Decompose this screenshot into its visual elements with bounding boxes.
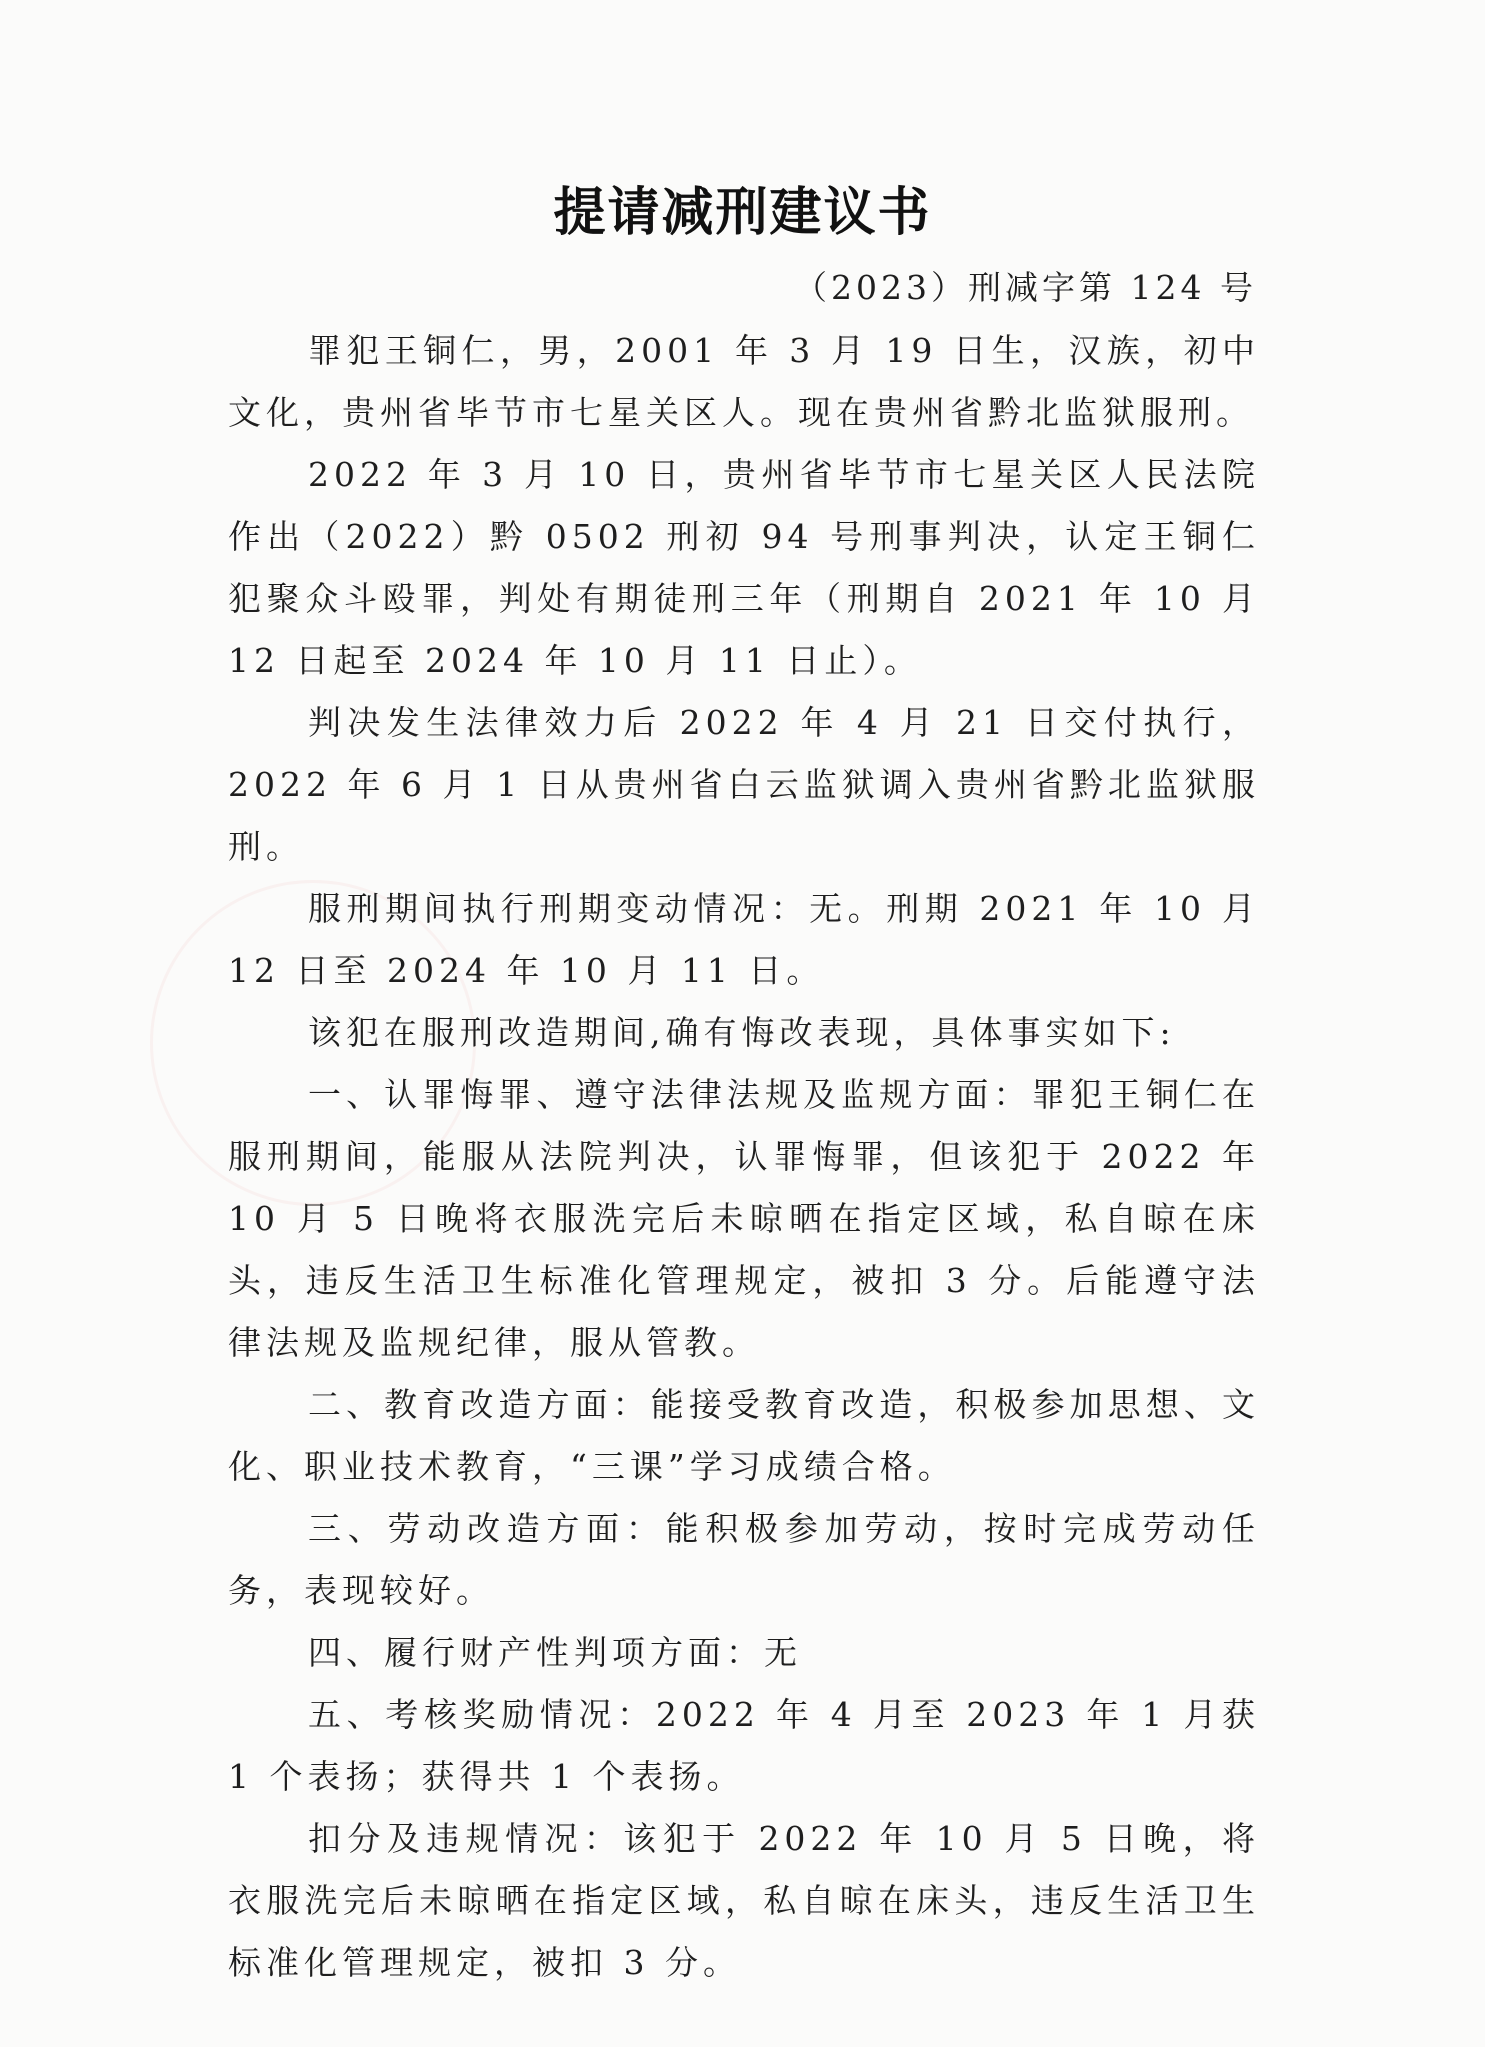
paragraph-execution: 判决发生法律效力后 2022 年 4 月 21 日交付执行，2022 年 6 月 1 日从贵州省白云监狱调入贵州省黔北监狱服刑。 <box>228 703 1260 866</box>
paragraph-facts-intro: 该犯在服刑改造期间,确有悔改表现，具体事实如下: <box>308 1013 1176 1052</box>
document-number: （2023）刑减字第 124 号 <box>794 268 1257 307</box>
paragraph-item-3: 三、劳动改造方面：能积极参加劳动，按时完成劳动任务，表现较好。 <box>228 1509 1260 1610</box>
paragraph-item-2: 二、教育改造方面：能接受教育改造，积极参加思想、文化、职业技术教育，“三课”学习成绩合格。 <box>228 1385 1260 1486</box>
paragraph-sentence-change: 服刑期间执行刑期变动情况：无。刑期 2021 年 10 月 12 日至 2024 年 10 月 11 日。 <box>228 889 1260 990</box>
document-title: 提请减刑建议书 <box>553 183 932 243</box>
paragraph-item-1: 一、认罪悔罪、遵守法律法规及监规方面：罪犯王铜仁在服刑期间，能服从法院判决，认罪悔罪，但该犯于 2022 年 10 月 5 日晚将衣服洗完后未晾晒在指定区域，私自晾在床头，违反生活卫生标准化管理规定，被扣 3 分。后能遵守法律法规及监规纪律，服从管教。 <box>228 1075 1260 1362</box>
paragraph-item-5: 五、考核奖励情况：2022 年 4 月至 2023 年 1 月获 1 个表扬；获得共 1 个表扬。 <box>228 1695 1260 1796</box>
document-body <box>228 320 1260 1994</box>
paragraph-judgment: 2022 年 3 月 10 日，贵州省毕节市七星关区人民法院作出（2022）黔 0502 刑初 94 号刑事判决，认定王铜仁犯聚众斗殴罪，判处有期徒刑三年（刑期自 2021 年 10 月 12 日起至 2024 年 10 月 11 日止）。 <box>228 455 1260 680</box>
paragraph-criminal-info: 罪犯王铜仁，男，2001 年 3 月 19 日生，汉族，初中文化，贵州省毕节市七星关区人。现在贵州省黔北监狱服刑。 <box>228 331 1260 432</box>
paragraph-deductions: 扣分及违规情况：该犯于 2022 年 10 月 5 日晚，将衣服洗完后未晾晒在指定区域，私自晾在床头，违反生活卫生标准化管理规定，被扣 3 分。 <box>228 1819 1260 1982</box>
paragraph-item-4: 四、履行财产性判项方面：无 <box>308 1633 802 1672</box>
